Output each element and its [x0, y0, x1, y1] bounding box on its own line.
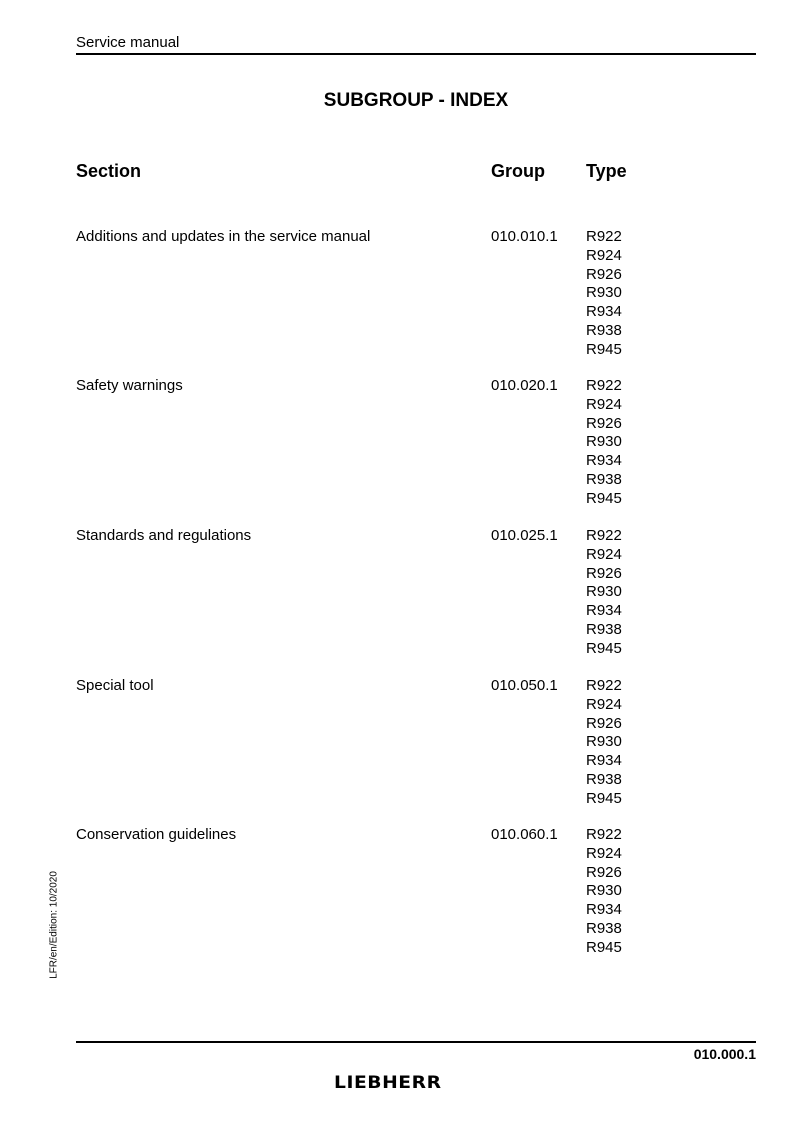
- entry-group: 010.020.1: [491, 377, 558, 394]
- entry-type: R922: [586, 677, 622, 694]
- entry-section: Additions and updates in the service manual: [76, 228, 371, 245]
- entry-type: R934: [586, 303, 622, 321]
- entry-type: R930: [586, 733, 622, 751]
- index-entry: [0, 228, 794, 358]
- entry-type: R924: [586, 395, 622, 413]
- page-number: 010.000.1: [693, 1046, 756, 1062]
- entry-type: R938: [586, 620, 622, 638]
- liebherr-logo: [334, 1074, 460, 1092]
- entry-types: [586, 677, 622, 809]
- entry-type: R945: [586, 340, 622, 358]
- entry-type: R926: [586, 863, 622, 881]
- entry-type: R934: [586, 901, 622, 919]
- column-header-type: Type: [586, 161, 627, 181]
- entry-types: [586, 826, 622, 958]
- index-entry: [0, 377, 794, 507]
- header-rule: [76, 53, 756, 55]
- entry-type: R924: [586, 246, 622, 264]
- entry-type: R934: [586, 452, 622, 470]
- entry-type: R938: [586, 919, 622, 937]
- column-header-group: Group: [491, 161, 545, 181]
- entry-type: R938: [586, 770, 622, 788]
- entry-type: R930: [586, 433, 622, 451]
- entry-type: R930: [586, 882, 622, 900]
- index-entry: [0, 527, 794, 657]
- footer-rule: [76, 1041, 756, 1043]
- entry-group: 010.010.1: [491, 228, 558, 245]
- entry-type: R922: [586, 377, 622, 394]
- entry-type: R922: [586, 228, 622, 245]
- entry-section: Safety warnings: [76, 377, 183, 394]
- entry-type: R938: [586, 470, 622, 488]
- entry-type: R924: [586, 844, 622, 862]
- logo-text: LIEBHERR: [334, 1073, 442, 1093]
- entry-type: R926: [586, 265, 622, 283]
- entry-group: 010.060.1: [491, 826, 558, 843]
- entry-type: R934: [586, 602, 622, 620]
- column-header-section: Section: [76, 161, 142, 181]
- entry-group: 010.050.1: [491, 677, 558, 694]
- index-entry: [0, 677, 794, 807]
- entry-type: R930: [586, 284, 622, 302]
- entry-types: [586, 228, 622, 360]
- header-label: Service manual: [76, 34, 180, 51]
- entry-type: R926: [586, 564, 622, 582]
- index-entry: [0, 826, 794, 956]
- entry-type: R924: [586, 545, 622, 563]
- entry-type: R924: [586, 695, 622, 713]
- entry-type: R922: [586, 527, 622, 544]
- entry-type: R926: [586, 414, 622, 432]
- entry-type: R945: [586, 789, 622, 807]
- entry-type: R926: [586, 714, 622, 732]
- entry-section: Standards and regulations: [76, 527, 252, 544]
- entry-type: R938: [586, 321, 622, 339]
- entry-type: R922: [586, 826, 622, 843]
- page-title: SUBGROUP - INDEX: [323, 90, 509, 111]
- entry-type: R945: [586, 489, 622, 507]
- edition-note: LFR/en/Edition: 10/2020: [48, 871, 60, 979]
- entry-type: R934: [586, 752, 622, 770]
- entry-types: [586, 377, 622, 509]
- entry-section: Special tool: [76, 677, 154, 694]
- entry-types: [586, 527, 622, 659]
- entry-section: Conservation guidelines: [76, 826, 237, 843]
- entry-type: R930: [586, 583, 622, 601]
- entry-type: R945: [586, 639, 622, 657]
- entry-type: R945: [586, 938, 622, 956]
- entry-group: 010.025.1: [491, 527, 558, 544]
